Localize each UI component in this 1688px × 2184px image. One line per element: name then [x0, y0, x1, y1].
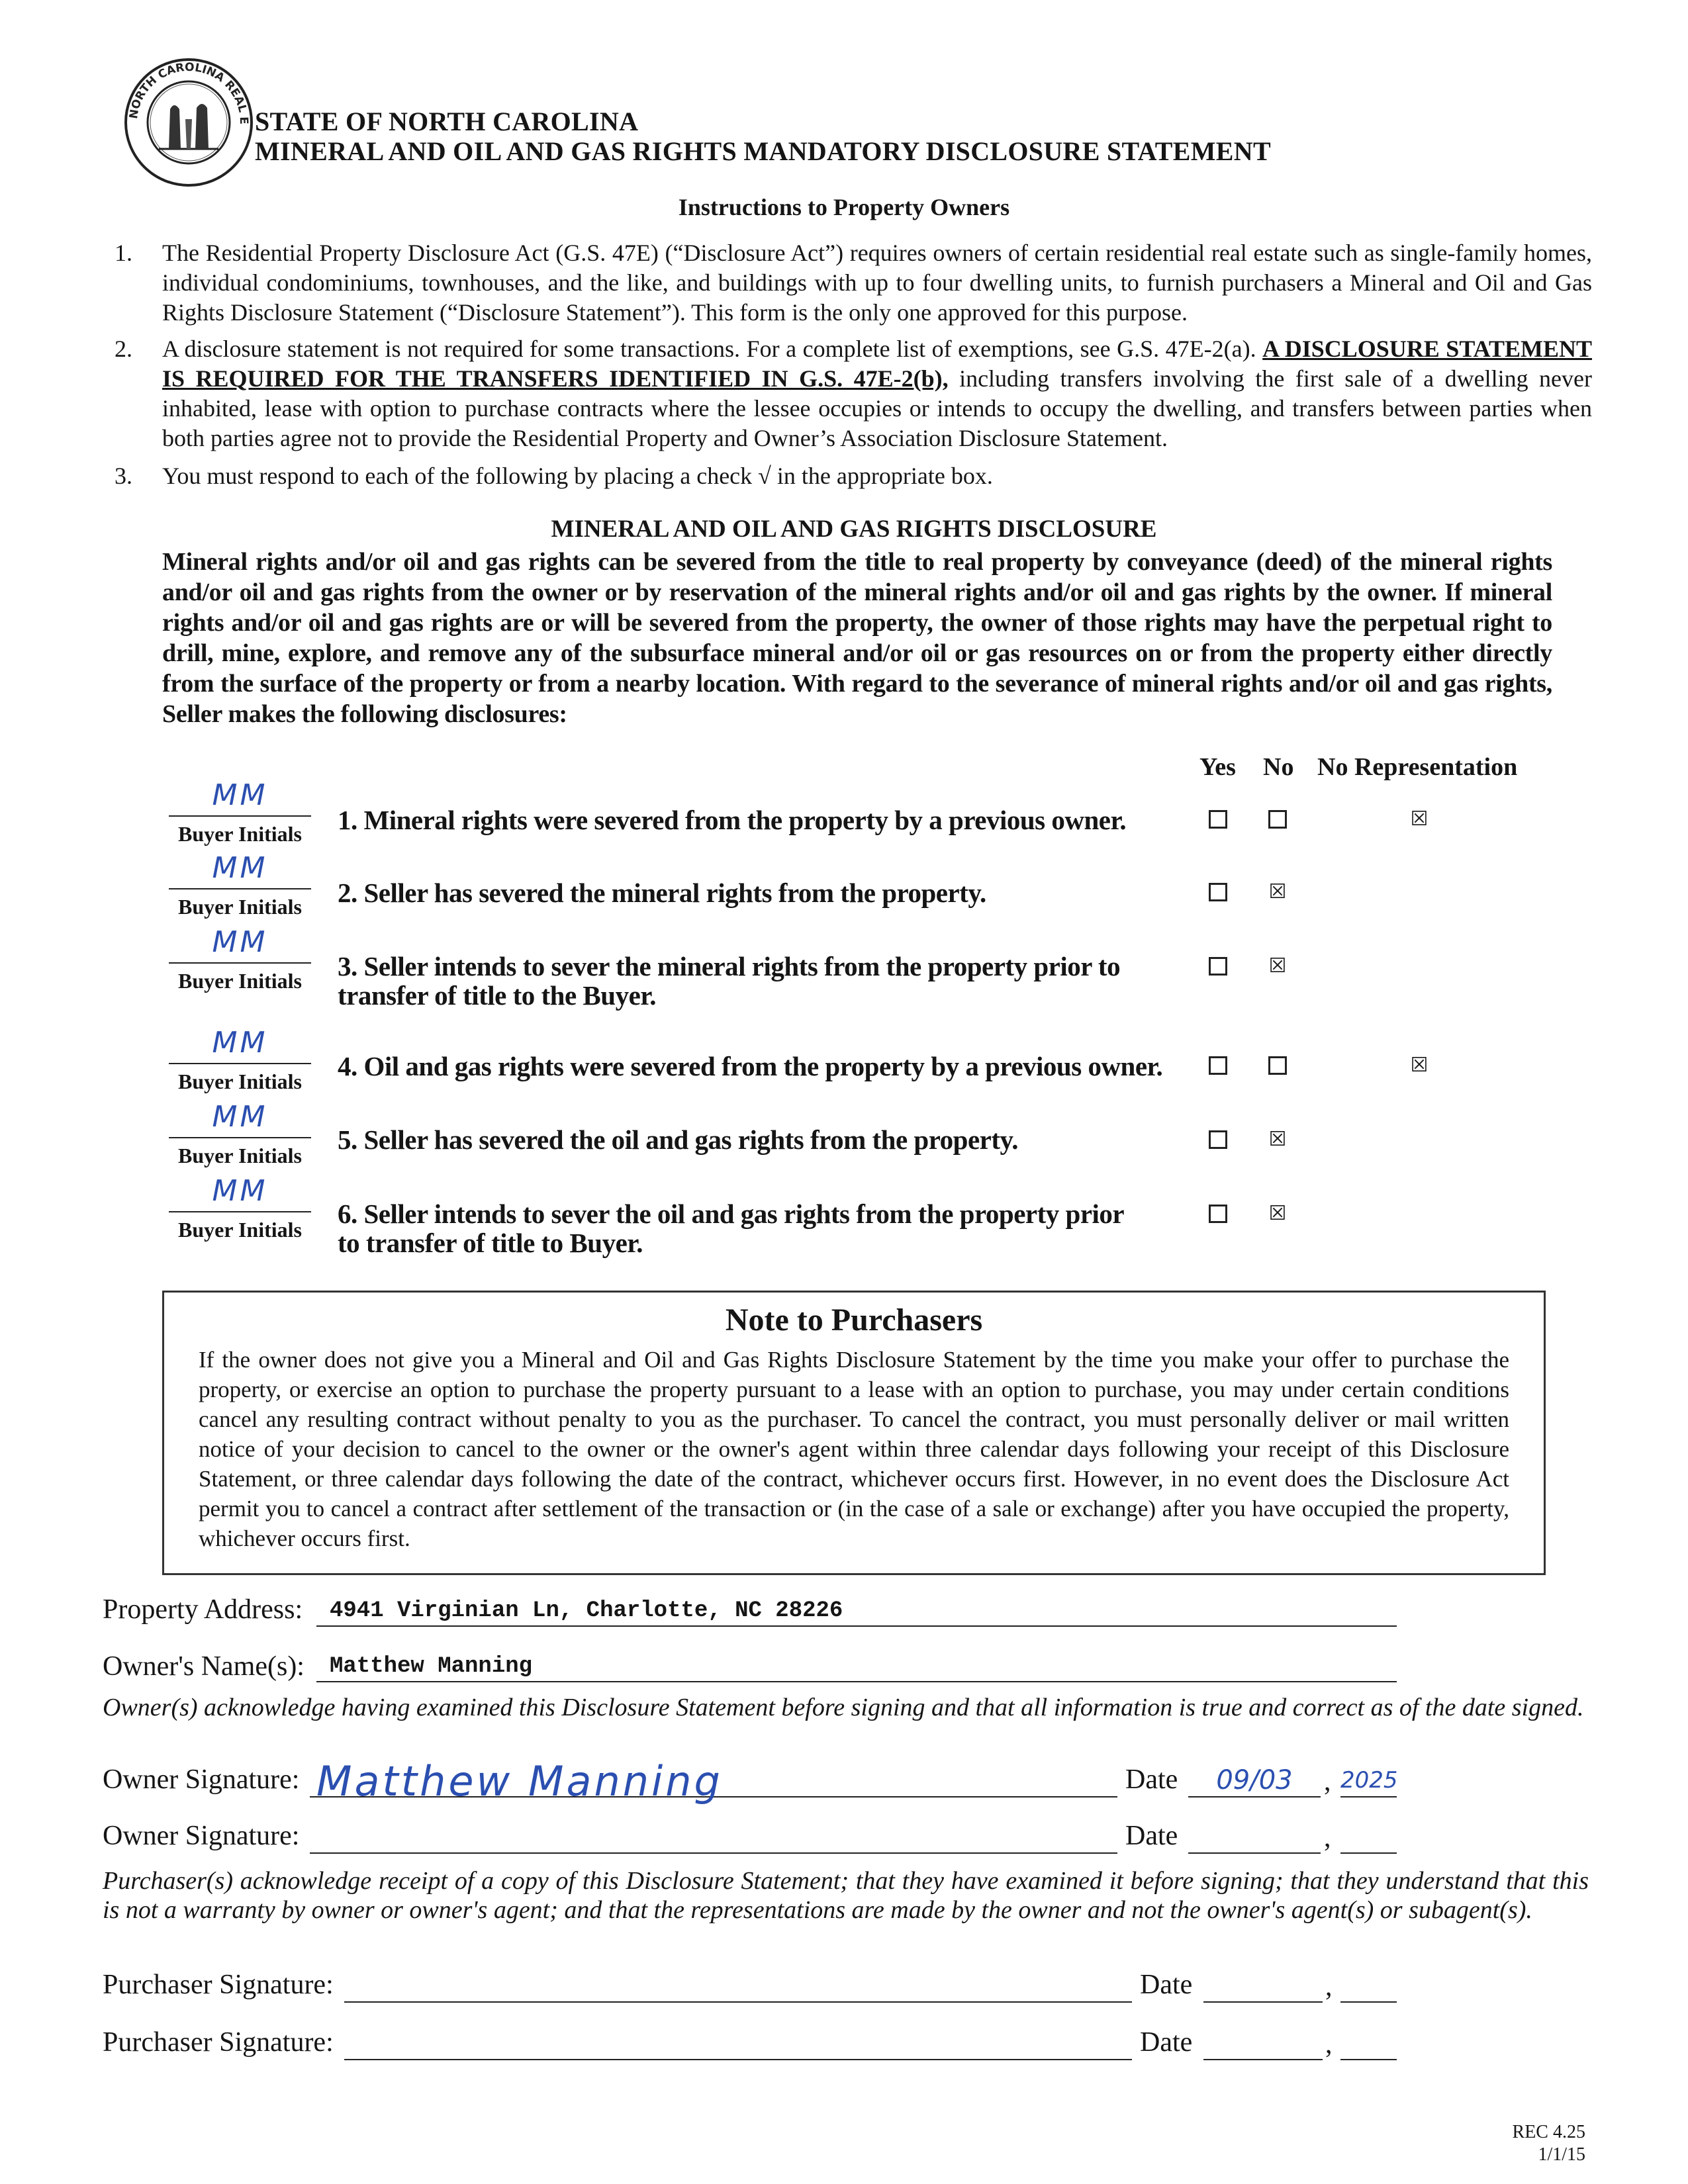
property-address-value: 4941 Virginian Ln, Charlotte, NC 28226 — [330, 1598, 843, 1623]
purchaser-date-comma-1: , — [1325, 1972, 1333, 2002]
question-5-text: 5. Seller has severed the oil and gas rights from the property. — [338, 1124, 1019, 1155]
column-no-representation: No Representation — [1317, 753, 1518, 781]
q3-no-checkbox[interactable]: ☒ — [1268, 954, 1287, 978]
q6-yes-checkbox[interactable] — [1209, 1205, 1227, 1223]
q5-no-checkbox[interactable]: ☒ — [1268, 1128, 1287, 1151]
buyer-initials-field-2[interactable] — [169, 848, 311, 889]
buyer-initials-value-4: MM — [212, 1026, 268, 1060]
buyer-initials-label-4: Buyer Initials — [178, 1069, 302, 1093]
instructions-title: Instructions to Property Owners — [678, 194, 1010, 220]
buyer-initials-field-1[interactable] — [169, 776, 311, 817]
buyer-initials-value-6: MM — [212, 1174, 268, 1208]
q1-norep-checkbox[interactable]: ☒ — [1410, 807, 1429, 831]
q4-yes-checkbox[interactable] — [1209, 1056, 1227, 1075]
owner-acknowledgement: Owner(s) acknowledge having examined this Disclosure Statement before signing and that all information is true and correct as of the date signed. — [103, 1694, 1584, 1721]
owner-date-comma-1: , — [1324, 1766, 1331, 1797]
buyer-initials-value-1: MM — [212, 778, 268, 812]
buyer-initials-label-5: Buyer Initials — [178, 1144, 302, 1167]
purchaser-signature-label-2: Purchaser Signature: — [103, 2027, 334, 2058]
q2-yes-checkbox[interactable] — [1209, 883, 1227, 901]
buyer-initials-label-2: Buyer Initials — [178, 895, 302, 919]
note-text: If the owner does not give you a Mineral and Oil and Gas Rights Disclosure Statement by the time you make your offer to purchase the property, or exercise an option to purchase the property pursuant to a lease with an option to purchase, you may under certain conditions cancel any resulting contract without penalty to you as the purchaser. To cancel the contract, you must personally deliver or mail written notice of your decision to cancel to the owner or the owner's agent within three calendar days following your receipt of this Disclosure Statement, or three calendar days following the date of the contract, whichever occurs first. However, in no event does the Disclosure Act permit you to cancel a contract after settlement of the transaction or (in the case of a sale or exchange) after you have occupied the property, whichever occurs first. — [199, 1347, 1509, 1551]
owner-date-comma-2: , — [1324, 1823, 1331, 1853]
buyer-initials-value-3: MM — [212, 925, 268, 959]
owner-date-field-2[interactable] — [1188, 1823, 1321, 1854]
q4-norep-checkbox[interactable]: ☒ — [1410, 1054, 1429, 1077]
instruction-2-num: 2. — [115, 336, 132, 362]
disclosure-title: MINERAL AND OIL AND GAS RIGHTS DISCLOSURE — [551, 516, 1157, 543]
commission-seal-icon — [122, 56, 255, 189]
property-address-label: Property Address: — [103, 1594, 303, 1625]
q1-no-checkbox[interactable] — [1268, 810, 1287, 829]
owner-signature-value-1: Matthew Manning — [316, 1757, 723, 1805]
owner-date-label-1: Date — [1125, 1764, 1178, 1795]
buyer-initials-value-5: MM — [212, 1100, 268, 1134]
purchaser-signature-field-1[interactable] — [344, 1972, 1132, 2003]
purchaser-date-comma-2: , — [1325, 2029, 1333, 2060]
svg-text:NORTH CAROLINA REAL ESTATE COM: NORTH CAROLINA REAL E — [127, 60, 251, 125]
owner-date-field-1[interactable] — [1188, 1767, 1321, 1797]
owner-year-field-1[interactable] — [1340, 1767, 1397, 1797]
column-no: No — [1263, 753, 1294, 781]
instruction-3-text: You must respond to each of the following by placing a check √ in the appropriate box. — [162, 463, 993, 489]
purchaser-date-field-1[interactable] — [1203, 1972, 1323, 2003]
buyer-initials-field-3[interactable] — [169, 923, 311, 964]
header-state: STATE OF NORTH CAROLINA — [255, 107, 639, 136]
required-transfers-link-text: A DISCLOSURE STATEMENT IS REQUIRED FOR THE TRANSFERS IDENTIFIED IN G.S. 47E-2(b), — [162, 336, 1593, 392]
owner-name-label: Owner's Name(s): — [103, 1651, 305, 1682]
purchaser-date-label-2: Date — [1140, 2027, 1193, 2058]
buyer-initials-label-6: Buyer Initials — [178, 1218, 302, 1242]
purchaser-date-field-2[interactable] — [1203, 2030, 1323, 2060]
q1-yes-checkbox[interactable] — [1209, 810, 1227, 829]
owner-name-field[interactable] — [316, 1652, 1397, 1682]
owner-date-value-1: 09/03 — [1216, 1765, 1293, 1796]
q3-yes-checkbox[interactable] — [1209, 957, 1227, 976]
form-number: REC 4.25 1/1/15 — [1512, 2122, 1585, 2165]
buyer-initials-field-4[interactable] — [169, 1023, 311, 1064]
property-address-field[interactable] — [316, 1596, 1397, 1627]
instruction-1-text: The Residential Property Disclosure Act (G.S. 47E) (“Disclosure Act”) requires owners of certain residential real estate such as single-family homes, individual condominiums, townhouses, and the like, and buildings with up to four dwelling units, to furnish purchasers a Mineral and Oil and Gas Rights Disclosure Statement (“Disclosure Statement”). This form is the only one approved for this purpose. — [162, 240, 1592, 326]
purchaser-acknowledgement: Purchaser(s) acknowledge receipt of a copy of this Disclosure Statement; that they have examined it before signing; that they understand that this is not a warranty by owner or owner's agent; and that the representations are made by the owner and not the owner's agent(s) or subagent(s). — [103, 1867, 1589, 1924]
owner-signature-label-2: Owner Signature: — [103, 1821, 300, 1851]
note-title: Note to Purchasers — [725, 1302, 983, 1338]
purchaser-signature-label-1: Purchaser Signature: — [103, 1970, 334, 2000]
purchaser-date-label-1: Date — [1140, 1970, 1193, 2000]
buyer-initials-label-1: Buyer Initials — [178, 822, 302, 846]
owner-name-value: Matthew Manning — [330, 1654, 533, 1679]
q2-no-checkbox[interactable]: ☒ — [1268, 880, 1287, 903]
buyer-initials-label-3: Buyer Initials — [178, 969, 302, 993]
question-1-text: 1. Mineral rights were severed from the property by a previous owner. — [338, 805, 1127, 835]
question-4-text: 4. Oil and gas rights were severed from the property by a previous owner. — [338, 1051, 1163, 1081]
q5-yes-checkbox[interactable] — [1209, 1130, 1227, 1149]
note-to-purchasers-box — [162, 1291, 1546, 1575]
question-3-text: 3. Seller intends to sever the mineral rights from the property prior to transfer of title to the Buyer. — [338, 951, 1121, 1011]
purchaser-signature-field-2[interactable] — [344, 2030, 1132, 2060]
question-2-text: 2. Seller has severed the mineral rights from the property. — [338, 878, 986, 908]
question-6-text: 6. Seller intends to sever the oil and gas rights from the property prior to transfer of title to Buyer. — [338, 1199, 1125, 1258]
owner-signature-field-2[interactable] — [310, 1823, 1117, 1854]
purchaser-year-field-1[interactable] — [1340, 1972, 1397, 2003]
instruction-1-num: 1. — [115, 240, 132, 266]
owner-year-field-2[interactable] — [1340, 1823, 1397, 1854]
header-form-title: MINERAL AND OIL AND GAS RIGHTS MANDATORY DISCLOSURE STATEMENT — [255, 136, 1271, 166]
owner-signature-field-1[interactable] — [310, 1757, 1117, 1805]
buyer-initials-field-6[interactable] — [169, 1171, 311, 1212]
owner-date-label-2: Date — [1125, 1821, 1178, 1851]
owner-year-value-1: 2025 — [1340, 1767, 1398, 1794]
purchaser-year-field-2[interactable] — [1340, 2030, 1397, 2060]
column-yes: Yes — [1199, 753, 1236, 781]
buyer-initials-value-2: MM — [212, 851, 268, 885]
buyer-initials-field-5[interactable] — [169, 1097, 311, 1138]
q4-no-checkbox[interactable] — [1268, 1056, 1287, 1075]
instruction-2-text: A disclosure statement is not required for some transactions. For a complete list of exemptions, see G.S. 47E-2(a). A DISCLOSURE STATEMENT IS REQUIRED FOR THE TRANSFERS IDENTIFIED IN G.S. 47E-2(b), including transfers involving the first sale of a dwelling never inhabited, lease with option to purchase contracts where the lessee occupies or intends to occupy the dwelling, and transfers between parties when both parties agree not to provide the Residential Property and Owner’s Association Disclosure Statement. — [162, 336, 1593, 451]
owner-signature-label-1: Owner Signature: — [103, 1764, 300, 1795]
disclosure-paragraph: Mineral rights and/or oil and gas rights can be severed from the title to real property by conveyance (deed) of the mineral rights and/or oil and gas rights from the owner or by reservation of the mineral rights and/or oil and gas rights by the owner. If mineral rights and/or oil and gas rights are or will be severed from the property, the owner of those rights may have the perpetual right to drill, mine, explore, and remove any of the subsurface mineral and/or oil or gas resources on or from the property either directly from the surface of the property or from a nearby location. With regard to the severance of mineral rights and/or oil and gas rights, Seller makes the following disclosures: — [162, 548, 1552, 728]
instruction-3-num: 3. — [115, 463, 132, 489]
q6-no-checkbox[interactable]: ☒ — [1268, 1202, 1287, 1225]
